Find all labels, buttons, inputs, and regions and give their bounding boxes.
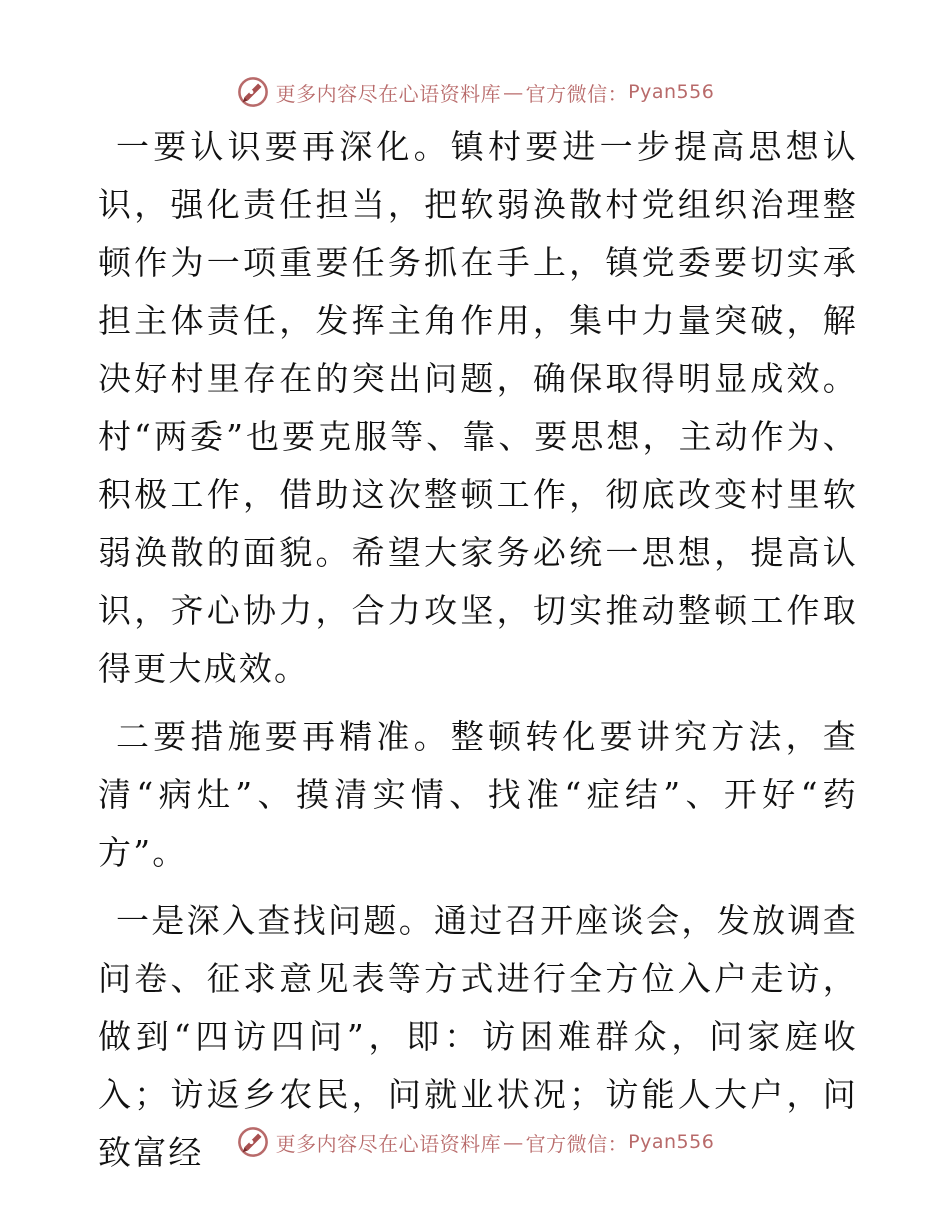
watermark-separator: — (503, 1130, 524, 1154)
logo-icon (236, 75, 270, 109)
watermark-header (0, 70, 950, 114)
watermark-id: Pyan556 (628, 1131, 715, 1153)
watermark-separator: — (503, 80, 524, 104)
watermark-footer (0, 1120, 950, 1164)
logo-icon (236, 1125, 270, 1159)
watermark-text: 更多内容尽在心语资料库 (275, 81, 502, 106)
watermark-label: 官方微信： (525, 1131, 629, 1156)
watermark-id: Pyan556 (628, 81, 715, 103)
paragraph-2: 二要措施要再精准。整顿转化要讲究方法，查清“病灶”、摸清实情、找准“症结”、开好“药方”。 (98, 717, 858, 872)
watermark-text: 更多内容尽在心语资料库 (275, 1131, 502, 1156)
paragraph-1: 一要认识要再深化。镇村要进一步提高思想认识，强化责任担当，把软弱涣散村党组织治理整顿作为一项重要任务抓在手上，镇党委要切实承担主体责任，发挥主角作用，集中力量突破，解决好村里存在的突出问题，确保取得明显成效。村“两委”也要克服等、靠、要思想，主动作为、积极工作，借助这次整顿工作，彻底改变村里软弱涣散的面貌。希望大家务必统一思想，提高认识，齐心协力，合力攻坚，切实推动整顿工作取得更大成效。 (98, 127, 858, 688)
paragraph-3: 一是深入查找问题。通过召开座谈会，发放调查问卷、征求意见表等方式进行全方位入户走访，做到“四访四问”，即：访困难群众，问家庭收入；访返乡农民，问就业状况；访能人大户，问致富经 (98, 901, 858, 1172)
document-body (98, 118, 858, 1194)
watermark-label: 官方微信： (525, 81, 629, 106)
